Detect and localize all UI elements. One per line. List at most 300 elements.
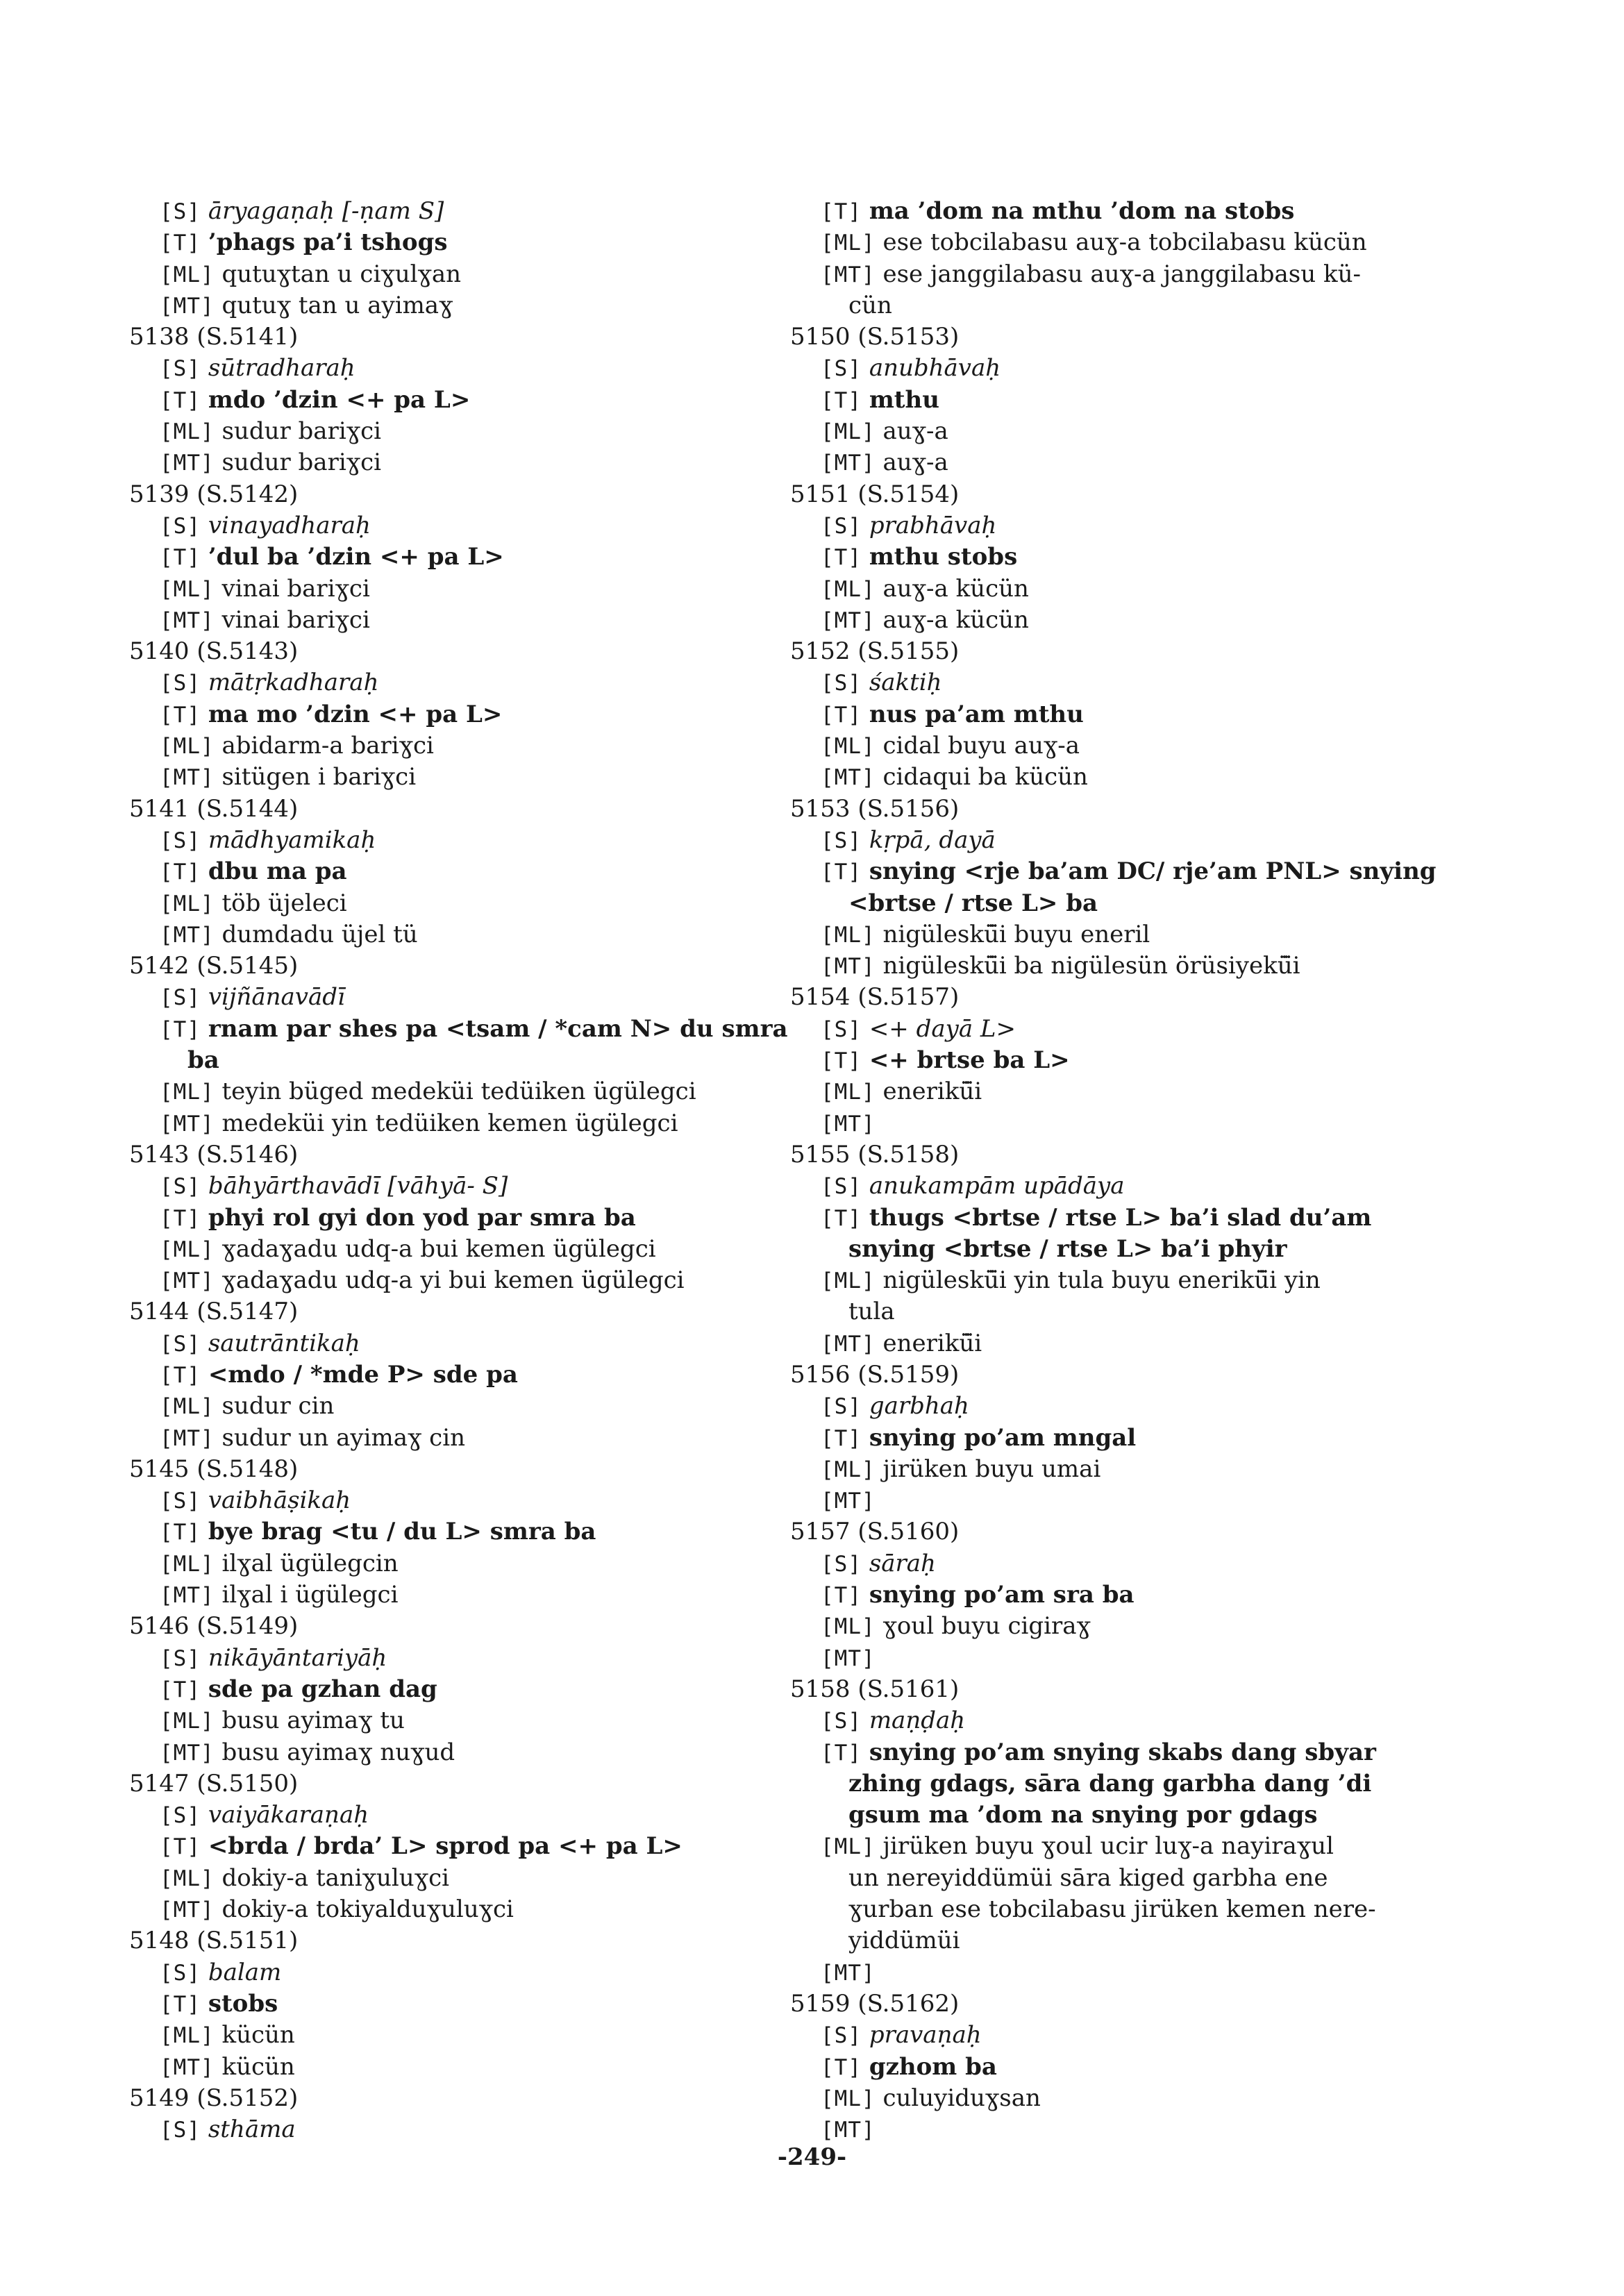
field-tag: [MT] [160, 2054, 215, 2080]
field-tag: [S] [160, 1331, 201, 1357]
field-text: busu ayimaɣ tu [221, 1707, 405, 1735]
entry-continuation: gsum ma ’dom na snying por gdags [848, 1801, 1318, 1829]
field-tag: [MT] [821, 1489, 876, 1514]
entry-field [790, 699, 1443, 730]
entry-field [129, 196, 768, 227]
field-tag: [S] [821, 671, 862, 696]
field-tag: [ML] [160, 1551, 215, 1577]
field-tag: [T] [160, 1205, 201, 1231]
field-tag: [ML] [160, 1709, 215, 1734]
field-tag: [S] [160, 199, 201, 224]
field-tag: [T] [160, 387, 201, 413]
entry-field [129, 510, 768, 542]
field-tag: [ML] [821, 1268, 876, 1294]
field-text: dokiy-a taniɣuluɣci [221, 1863, 449, 1892]
entry-field [790, 730, 1443, 762]
entry-field [129, 1485, 768, 1516]
field-tag: [S] [821, 1174, 862, 1200]
field-tag: [S] [821, 1016, 862, 1042]
field-tag: [MT] [160, 1740, 215, 1766]
entry-field [790, 2114, 1443, 2145]
entry-field [129, 605, 768, 636]
field-tag: [MT] [821, 451, 876, 476]
field-tag: [ML] [821, 231, 876, 256]
field-text: qutuɣ tan u ayimaɣ [221, 291, 453, 319]
field-text: mthu stobs [869, 543, 1018, 571]
field-tag: [ML] [160, 419, 215, 445]
field-tag: [T] [160, 1016, 201, 1042]
field-text: qutuɣtan u ciɣulɣan [221, 260, 462, 288]
field-tag: [T] [821, 1740, 862, 1766]
field-text: kṛpā, dayā [869, 826, 996, 854]
field-tag: [T] [160, 1520, 201, 1545]
entry-field [129, 856, 768, 887]
field-text: vaiyākaraṇaḥ [208, 1801, 369, 1829]
field-text: ese janggilabasu auɣ-a janggilabasu kü- [882, 260, 1361, 288]
field-tag: [T] [821, 545, 862, 571]
entry-continuation: cün [848, 291, 892, 319]
field-tag: [MT] [160, 922, 215, 948]
entry-field [129, 1579, 768, 1611]
field-tag: [S] [160, 1489, 201, 1514]
field-text: <brda / brda’ L> sprod pa <+ pa L> [208, 1832, 683, 1861]
entry-field [129, 1548, 768, 1579]
field-tag: [S] [160, 1960, 201, 1986]
field-tag: [MT] [160, 1111, 215, 1137]
entry-field [129, 667, 768, 698]
field-text: prabhāvaḥ [869, 511, 997, 539]
entry-field [129, 825, 768, 856]
field-tag: [T] [160, 1834, 201, 1860]
field-text: nigüleskü̈i ba nigülesün örüsiyekü̈i [882, 952, 1300, 980]
field-text: śaktiḥ [869, 669, 942, 697]
field-text: nikāyāntariyāḥ [208, 1643, 387, 1672]
field-tag: [S] [160, 671, 201, 696]
field-text: garbhaḥ [869, 1392, 969, 1421]
field-tag: [T] [821, 860, 862, 885]
entry-continuation: un nereyiddümüi sāra kiged garbha ene [848, 1863, 1328, 1892]
field-tag: [MT] [160, 607, 215, 633]
field-text: nigüleskü̈i yin tula buyu enerikü̈i yin [882, 1266, 1321, 1295]
field-text: culuyiduɣsan [882, 2084, 1041, 2112]
entry-field [790, 919, 1443, 950]
field-tag: [MT] [821, 1645, 876, 1671]
field-text: phyi rol gyi don yod par smra ba [208, 1203, 636, 1232]
field-tag: [T] [160, 231, 201, 256]
field-text: āryagaṇaḥ [-ṇam S] [208, 197, 444, 225]
entry-field [790, 573, 1443, 605]
field-text: mdo ’dzin <+ pa L> [208, 385, 471, 414]
field-tag: [ML] [160, 1394, 215, 1420]
entry-number: 5143 (S.5146) [129, 1140, 299, 1168]
field-text: ’phags pa’i tshogs [208, 228, 448, 257]
entry-field [129, 1863, 768, 1894]
field-tag: [T] [160, 1362, 201, 1388]
field-tag: [MT] [160, 451, 215, 476]
entry-field [790, 667, 1443, 698]
entry-field [129, 385, 768, 416]
field-text: kücün [221, 2021, 295, 2050]
field-tag: [S] [160, 1645, 201, 1671]
field-tag: [ML] [821, 1080, 876, 1105]
entry-number: 5138 (S.5141) [129, 323, 299, 351]
field-text: rnam par shes pa <tsam / *cam N> du smra [208, 1014, 788, 1043]
field-text: abidarm-a bariɣci [221, 732, 434, 760]
field-tag: [T] [821, 1048, 862, 1074]
entry-field [129, 1831, 768, 1862]
field-text: teyin büged medeküi tedüiken ügülegci [221, 1078, 696, 1106]
field-text: <+ dayā L> [869, 1014, 1016, 1043]
entry-number: 5147 (S.5150) [129, 1769, 299, 1798]
entry-field [790, 1108, 1443, 1139]
field-text: mādhyamikaḥ [208, 826, 376, 854]
entry-field [790, 447, 1443, 478]
entry-field [790, 2083, 1443, 2114]
entry-field [129, 1391, 768, 1422]
field-text: mthu [869, 385, 939, 414]
field-text: auɣ-a [882, 449, 948, 477]
entry-number: 5144 (S.5147) [129, 1298, 299, 1326]
field-tag: [ML] [160, 734, 215, 760]
field-tag: [ML] [821, 2086, 876, 2111]
entry-field [129, 762, 768, 793]
field-tag: [T] [821, 1583, 862, 1609]
entry-field [790, 1548, 1443, 1579]
entry-field [790, 2020, 1443, 2051]
entry-field [790, 416, 1443, 447]
field-tag: [S] [821, 1551, 862, 1577]
entry-number: 5146 (S.5149) [129, 1612, 299, 1641]
field-text: ma ’dom na mthu ’dom na stobs [869, 197, 1295, 225]
field-text: sitügen i bariɣci [221, 763, 417, 791]
entry-field [129, 227, 768, 258]
field-tag: [S] [160, 828, 201, 853]
entry-field [129, 1234, 768, 1265]
entry-field [790, 1423, 1443, 1454]
field-text: <+ brtse ba L> [869, 1046, 1070, 1075]
field-tag: [ML] [160, 891, 215, 916]
entry-field [129, 919, 768, 950]
field-text: pravaṇaḥ [869, 2021, 982, 2050]
field-text: dokiy-a tokiyalduɣuluɣci [221, 1895, 514, 1924]
entry-field [129, 1359, 768, 1391]
entry-field [129, 447, 768, 478]
entry-field [129, 1705, 768, 1736]
field-tag: [S] [160, 513, 201, 539]
entry-field [129, 1988, 768, 2020]
field-text: cidaqui ba kücün [882, 763, 1088, 791]
field-tag: [MT] [160, 1268, 215, 1294]
field-text: ’dul ba ’dzin <+ pa L> [208, 543, 504, 571]
entry-number: 5149 (S.5152) [129, 2084, 299, 2112]
entry-field [129, 730, 768, 762]
field-text: vinai bariɣci [221, 574, 370, 603]
entry-field [129, 1516, 768, 1548]
field-text: ma mo ’dzin <+ pa L> [208, 700, 503, 728]
field-text: snying po’am mngal [869, 1423, 1137, 1452]
entry-field [129, 2114, 768, 2145]
field-text: ɣoul buyu cigiraɣ [882, 1612, 1091, 1641]
entry-number: 5141 (S.5144) [129, 794, 299, 823]
field-text: sde pa gzhan dag [208, 1675, 437, 1703]
field-tag: [S] [160, 985, 201, 1011]
entry-number: 5142 (S.5145) [129, 952, 299, 980]
field-text: ese tobcilabasu auɣ-a tobcilabasu kücün [882, 228, 1367, 257]
field-tag: [ML] [821, 1614, 876, 1640]
field-tag: [ML] [160, 1237, 215, 1262]
field-text: sautrāntikaḥ [208, 1329, 360, 1357]
field-text: vinai bariɣci [221, 605, 370, 634]
entry-field [129, 982, 768, 1013]
field-text: ilɣal ügülegcin [221, 1549, 399, 1577]
field-tag: [S] [821, 2023, 862, 2049]
entry-field [790, 1045, 1443, 1076]
entry-field [790, 1265, 1443, 1296]
entry-field [790, 542, 1443, 573]
field-text: kücün [221, 2052, 295, 2081]
field-text: bāhyārthavādī [vāhyā- S] [208, 1172, 508, 1200]
field-tag: [ML] [821, 1834, 876, 1860]
field-tag: [S] [821, 828, 862, 853]
entry-number: 5145 (S.5148) [129, 1455, 299, 1483]
entry-field [129, 259, 768, 290]
field-tag: [T] [821, 199, 862, 224]
entry-field [129, 1265, 768, 1296]
entry-field [790, 1957, 1443, 1988]
entry-number: 5148 (S.5151) [129, 1927, 299, 1955]
field-tag: [S] [160, 2118, 201, 2143]
entry-field [790, 510, 1443, 542]
field-text: bye brag <tu / du L> smra ba [208, 1518, 596, 1546]
field-text: busu ayimaɣ nuɣud [221, 1738, 455, 1766]
entry-field [790, 259, 1443, 290]
entry-field [790, 1391, 1443, 1422]
field-text: ɣadaɣadu udq-a yi bui kemen ügülegci [221, 1266, 685, 1295]
entry-field [129, 1171, 768, 1202]
field-tag: [ML] [821, 922, 876, 948]
field-text: vinayadharaḥ [208, 511, 371, 539]
field-tag: [MT] [821, 1960, 876, 1986]
field-tag: [T] [160, 1991, 201, 2017]
entry-field [129, 1643, 768, 1674]
field-tag: [MT] [160, 1897, 215, 1923]
entry-field [790, 605, 1443, 636]
entry-field [790, 1203, 1443, 1234]
entry-field [129, 1014, 788, 1045]
field-tag: [S] [160, 1803, 201, 1829]
field-text: stobs [208, 1989, 278, 2018]
field-tag: [T] [160, 702, 201, 728]
entry-field [129, 2020, 768, 2051]
field-tag: [ML] [821, 1457, 876, 1482]
field-text: <mdo / *mde P> sde pa [208, 1360, 518, 1389]
entry-field [790, 856, 1443, 887]
entry-field [790, 762, 1443, 793]
field-text: auɣ-a kücün [882, 574, 1029, 603]
entry-field [129, 542, 768, 573]
entry-field [129, 416, 768, 447]
field-text: maṇḍaḥ [869, 1707, 966, 1735]
field-text: nigüleskü̈i buyu eneril [882, 920, 1150, 948]
field-text: snying po’am sra ba [869, 1581, 1135, 1609]
field-tag: [MT] [821, 1331, 876, 1357]
entry-number: 5152 (S.5155) [790, 637, 960, 666]
field-text: sthāma [208, 2115, 296, 2144]
entry-field [129, 1674, 768, 1705]
entry-field [129, 699, 768, 730]
entry-number: 5139 (S.5142) [129, 480, 299, 508]
field-text: sudur un ayimaɣ cin [221, 1423, 465, 1452]
entry-number: 5159 (S.5162) [790, 1989, 960, 2018]
page-number: -249- [777, 2143, 847, 2171]
entry-field [790, 950, 1443, 982]
field-tag: [ML] [821, 419, 876, 445]
field-tag: [T] [160, 1677, 201, 1702]
entry-continuation: yiddümüi [848, 1927, 960, 1955]
entry-field [790, 1737, 1443, 1768]
entry-field [790, 1328, 1443, 1359]
entry-number: 5155 (S.5158) [790, 1140, 960, 1168]
entry-number: 5157 (S.5160) [790, 1518, 960, 1546]
field-tag: [ML] [160, 1080, 215, 1105]
field-text: balam [208, 1958, 282, 1986]
entry-field [790, 1831, 1443, 1862]
field-tag: [ML] [821, 734, 876, 760]
field-text: dumdadu üjel tü [221, 920, 418, 948]
entry-field [790, 353, 1443, 384]
entry-number: 5151 (S.5154) [790, 480, 960, 508]
field-text: thugs <brtse / rtse L> ba’i slad du’am [869, 1203, 1372, 1232]
field-text: mātṛkadharaḥ [208, 669, 379, 697]
entry-number: 5140 (S.5143) [129, 637, 299, 666]
field-tag: [MT] [821, 262, 876, 287]
entry-field [790, 1611, 1443, 1642]
field-text: snying <rje ba’am DC/ rje’am PNL> snying [869, 857, 1437, 886]
entry-field [129, 1423, 768, 1454]
field-tag: [S] [160, 356, 201, 382]
field-tag: [T] [160, 545, 201, 571]
field-tag: [ML] [160, 576, 215, 602]
field-text: vijñānavādī [208, 983, 345, 1012]
entry-field [790, 1705, 1443, 1736]
field-text: enerikü̈i [882, 1329, 982, 1357]
field-text: anukampām upādāya [869, 1172, 1125, 1200]
field-tag: [MT] [160, 1425, 215, 1451]
entry-continuation: snying <brtse / rtse L> ba’i phyir [848, 1234, 1287, 1263]
entry-field [790, 2052, 1443, 2083]
field-tag: [MT] [821, 765, 876, 791]
entry-number: 5158 (S.5161) [790, 1675, 960, 1703]
entry-field [129, 1957, 768, 1988]
entry-field [129, 1108, 768, 1139]
field-tag: [ML] [160, 2023, 215, 2049]
field-tag: [S] [821, 1394, 862, 1420]
field-text: anubhāvaḥ [869, 354, 1001, 383]
field-tag: [T] [160, 860, 201, 885]
field-text: sudur bariɣci [221, 449, 381, 477]
field-tag: [MT] [821, 2118, 876, 2143]
field-tag: [T] [821, 387, 862, 413]
entry-field [129, 1800, 768, 1831]
entry-continuation: tula [848, 1298, 895, 1326]
field-tag: [ML] [160, 262, 215, 287]
entry-field [129, 2052, 768, 2083]
field-tag: [T] [821, 1425, 862, 1451]
entry-field [129, 1076, 768, 1107]
field-text: töb üjeleci [221, 889, 347, 917]
field-text: dbu ma pa [208, 857, 347, 886]
field-text: vaibhāṣikaḥ [208, 1486, 351, 1515]
field-tag: [ML] [821, 576, 876, 602]
field-text: sāraḥ [869, 1549, 936, 1577]
entry-field [790, 1171, 1443, 1202]
field-tag: [MT] [160, 293, 215, 319]
field-text: ɣadaɣadu udq-a bui kemen ügülegci [221, 1234, 656, 1263]
right-column [790, 196, 1443, 2145]
field-text: gzhom ba [869, 2052, 997, 2081]
entry-field [129, 888, 768, 919]
entry-number: 5150 (S.5153) [790, 323, 960, 351]
field-text: auɣ-a kücün [882, 605, 1029, 634]
field-tag: [S] [821, 356, 862, 382]
entry-field [129, 1328, 768, 1359]
entry-number: 5156 (S.5159) [790, 1360, 960, 1389]
field-text: cidal buyu auɣ-a [882, 732, 1080, 760]
field-text: sudur bariɣci [221, 417, 381, 446]
field-text: jirüken buyu umai [882, 1455, 1101, 1483]
field-tag: [MT] [160, 765, 215, 791]
entry-continuation: ɣurban ese tobcilabasu jirüken kemen nere- [848, 1895, 1376, 1924]
field-text: sūtradharaḥ [208, 354, 355, 383]
field-text: auɣ-a [882, 417, 948, 446]
entry-field [790, 1485, 1443, 1516]
field-text: nus pa’am mthu [869, 700, 1084, 728]
field-tag: [MT] [821, 607, 876, 633]
field-text: ilɣal i ügülegci [221, 1581, 399, 1609]
entry-continuation: zhing gdags, sāra dang garbha dang ’di [848, 1769, 1372, 1798]
field-tag: [S] [821, 513, 862, 539]
field-tag: [T] [821, 702, 862, 728]
field-tag: [MT] [821, 954, 876, 980]
entry-field [790, 1076, 1443, 1107]
entry-field [129, 573, 768, 605]
entry-number: 5154 (S.5157) [790, 983, 960, 1012]
field-tag: [T] [821, 1205, 862, 1231]
field-tag: [S] [821, 1709, 862, 1734]
field-text: sudur cin [221, 1392, 335, 1421]
field-tag: [T] [821, 2054, 862, 2080]
field-tag: [MT] [160, 1583, 215, 1609]
field-text: snying po’am snying skabs dang sbyar [869, 1738, 1376, 1766]
field-text: medeküi yin tedüiken kemen ügülegci [221, 1109, 678, 1137]
field-tag: [S] [160, 1174, 201, 1200]
field-text: enerikü̈i [882, 1078, 982, 1106]
field-text: jirüken buyu ɣoul ucir luɣ-a nayiraɣul [882, 1832, 1334, 1861]
entry-field [790, 196, 1443, 227]
entry-field [790, 385, 1443, 416]
entry-field [790, 1014, 1443, 1045]
entry-field [790, 227, 1443, 258]
entry-continuation: ba [187, 1046, 219, 1075]
entry-field [129, 1894, 768, 1925]
entry-field [129, 290, 768, 321]
entry-field [790, 1643, 1443, 1674]
entry-continuation: <brtse / rtse L> ba [848, 889, 1098, 917]
field-tag: [ML] [160, 1866, 215, 1891]
field-tag: [MT] [821, 1111, 876, 1137]
entry-field [129, 1737, 768, 1768]
entry-field [129, 353, 768, 384]
